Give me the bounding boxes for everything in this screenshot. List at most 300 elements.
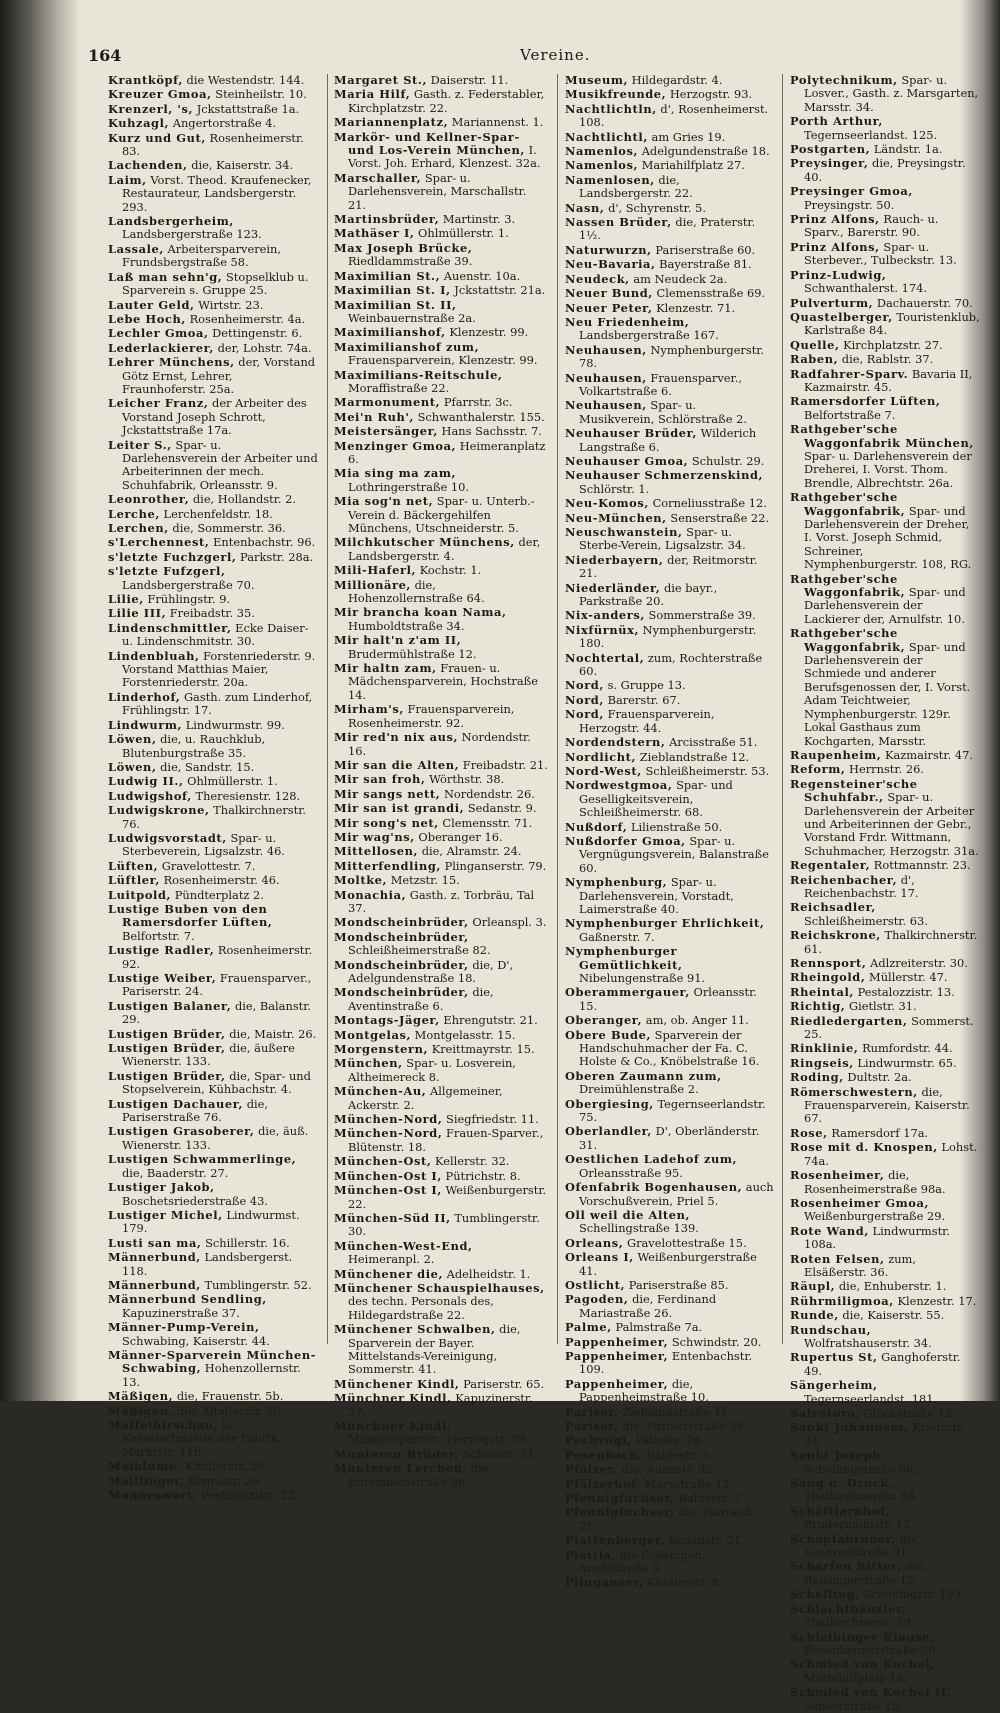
directory-entry bbox=[565, 582, 775, 609]
entry-detail: Lerchenfeldstr. 18. bbox=[159, 506, 273, 521]
entry-detail: Orleansstr. 15. bbox=[579, 985, 757, 1013]
directory-entry bbox=[108, 804, 318, 831]
entry-name: Reichskrone, bbox=[790, 928, 881, 943]
directory-entry bbox=[565, 131, 775, 144]
entry-name: Pappenheimer, bbox=[565, 1348, 669, 1363]
entry-name: Neu-Bavaria, bbox=[565, 257, 656, 272]
entry-name: Nymphenburg, bbox=[565, 875, 668, 890]
directory-entry bbox=[565, 917, 775, 944]
entry-detail: die Westendstr. 144. bbox=[182, 73, 305, 87]
directory-entry bbox=[565, 765, 775, 778]
entry-name: Schapfabrüder, bbox=[790, 1531, 897, 1546]
page-number: 164 bbox=[88, 46, 122, 65]
entry-detail: Spar- u. Darlehensverein, Marschallstr. 21. bbox=[348, 170, 527, 212]
directory-entry bbox=[565, 1576, 775, 1589]
entry-name: Reichenbacher, bbox=[790, 872, 898, 887]
entry-detail: Arcisstraße 51. bbox=[665, 735, 758, 750]
entry-detail: Schellingstr. 103. bbox=[859, 1587, 965, 1602]
entry-name: Ludwigshof, bbox=[108, 788, 192, 803]
directory-entry bbox=[790, 1324, 980, 1351]
directory-entry bbox=[108, 132, 318, 159]
entry-name: Preysinger Gmoa, bbox=[790, 184, 913, 199]
entry-name: Pulverturm, bbox=[790, 295, 874, 310]
directory-entry bbox=[108, 650, 318, 690]
entry-name: München-Nord, bbox=[334, 1112, 443, 1127]
entry-name: Plinganser, bbox=[565, 1575, 644, 1590]
entry-name: Ludwigskrone, bbox=[108, 803, 210, 818]
entry-detail: Spar- und Darlehensverein der Lackierer der, Arnulfstr. 10. bbox=[804, 585, 966, 626]
directory-entry bbox=[334, 959, 548, 986]
directory-entry bbox=[334, 1240, 548, 1267]
entry-detail: Daiserstr. 11. bbox=[427, 73, 509, 87]
directory-entry bbox=[790, 778, 980, 858]
directory-entry bbox=[108, 342, 318, 355]
entry-detail: Barerstr. 67. bbox=[603, 692, 681, 707]
entry-name: Maiblume, bbox=[108, 1459, 182, 1474]
directory-entry bbox=[334, 831, 548, 844]
entry-detail: die, äußere Wienerstr. 133. bbox=[122, 1041, 295, 1069]
entry-detail: Hans Sachsstr. 7. bbox=[437, 424, 542, 439]
entry-name: München-Süd II, bbox=[334, 1210, 451, 1225]
directory-entry bbox=[334, 326, 548, 339]
entry-detail: Frauen-Sparver., Blütenstr. 18. bbox=[348, 1126, 544, 1154]
directory-entry bbox=[108, 1405, 318, 1418]
entry-detail: Schwindstr. 20. bbox=[668, 1334, 762, 1349]
directory-entry bbox=[790, 1280, 980, 1293]
directory-entry bbox=[334, 731, 548, 758]
entry-name: Moltke, bbox=[334, 873, 388, 888]
directory-entry bbox=[565, 145, 775, 158]
entry-name: Mittellosen, bbox=[334, 844, 419, 859]
entry-detail: d', Rosenheimerst. 108. bbox=[579, 101, 769, 130]
entry-detail: der, Vorstand Götz Ernst, Lehrer, Fraunhoferstr. 25a. bbox=[122, 355, 316, 396]
entry-name: Mondscheinbrüder, bbox=[334, 985, 469, 1000]
directory-entry bbox=[108, 174, 318, 214]
directory-entry bbox=[108, 1237, 318, 1250]
entry-name: Neuhauser Gmoa, bbox=[565, 453, 689, 468]
entry-detail: Landsbergerstraße 167. bbox=[579, 328, 719, 343]
directory-entry bbox=[108, 397, 318, 437]
entry-name: München, bbox=[334, 1056, 403, 1071]
directory-entry bbox=[790, 763, 980, 776]
entry-name: Sankt Joseph, bbox=[790, 1448, 886, 1463]
column-rule bbox=[557, 74, 558, 1344]
directory-entry bbox=[108, 536, 318, 549]
entry-name: Neuhauser Brüder, bbox=[565, 426, 697, 441]
entry-detail: Orleanspl. 3. bbox=[468, 915, 547, 930]
entry-detail: Ecke Daiser- u. Lindenschmitstr. 30. bbox=[122, 620, 309, 649]
directory-entry bbox=[790, 269, 980, 296]
entry-detail: Schellingstraße 68. bbox=[804, 1461, 917, 1476]
directory-entry bbox=[108, 522, 318, 535]
entry-detail: Schwanthalerstr. 155. bbox=[414, 409, 545, 424]
entry-detail: Mariannenst. 1. bbox=[448, 115, 544, 130]
directory-column-2 bbox=[334, 73, 548, 1489]
entry-name: Oberanger, bbox=[565, 1013, 643, 1028]
directory-entry bbox=[334, 536, 548, 563]
directory-entry bbox=[334, 1043, 548, 1056]
entry-name: Lilie III, bbox=[108, 606, 167, 621]
entry-name: Rosenheimer Gmoa, bbox=[790, 1195, 930, 1210]
directory-column-1 bbox=[108, 73, 318, 1503]
entry-name: Neuhausen, bbox=[565, 342, 647, 357]
directory-entry bbox=[565, 1181, 775, 1208]
entry-name: Nachtlichtln, bbox=[565, 101, 657, 116]
directory-entry bbox=[334, 606, 548, 633]
entry-name: Rathgeber'sche Waggonfabrik München, bbox=[790, 422, 974, 450]
directory-entry bbox=[334, 634, 548, 661]
entry-detail: Riedldammstraße 39. bbox=[348, 254, 473, 269]
entry-detail: Belfortstr. 7. bbox=[122, 928, 195, 943]
entry-detail: der Arbeiter des Vorstand Joseph Schrott, Jckstattstraße 17a. bbox=[122, 396, 307, 438]
directory-entry bbox=[565, 244, 775, 257]
entry-name: Münchener Kindl, bbox=[334, 1376, 460, 1391]
directory-entry bbox=[108, 74, 318, 87]
entry-detail: Belfortstraße 7. bbox=[804, 407, 896, 422]
directory-entry bbox=[790, 1197, 980, 1224]
directory-entry bbox=[565, 74, 775, 87]
entry-name: Prinz-Ludwig, bbox=[790, 267, 887, 282]
directory-entry bbox=[108, 1209, 318, 1236]
entry-detail: die, Kaiserstr. 34. bbox=[187, 158, 294, 173]
entry-detail: Schlörstr. 1. bbox=[579, 481, 650, 496]
directory-entry bbox=[565, 497, 775, 510]
directory-entry bbox=[565, 1153, 775, 1180]
directory-entry bbox=[334, 1462, 548, 1489]
entry-detail: Nymphenburgerstr. 78. bbox=[579, 342, 765, 371]
directory-entry bbox=[334, 1127, 548, 1154]
directory-entry bbox=[790, 1295, 980, 1308]
directory-entry bbox=[108, 1293, 318, 1320]
directory-entry bbox=[790, 185, 980, 212]
directory-entry bbox=[334, 1282, 548, 1322]
directory-entry bbox=[565, 512, 775, 525]
entry-name: Munteren Brüder, bbox=[334, 1446, 460, 1461]
entry-name: Plattla, bbox=[565, 1547, 617, 1562]
directory-entry bbox=[334, 1392, 548, 1419]
directory-entry bbox=[790, 1309, 980, 1322]
entry-name: Mir wag'ns, bbox=[334, 829, 415, 844]
directory-entry bbox=[790, 1225, 980, 1252]
entry-detail: Spar- u. Darlehensverein der Dreherei, I. Vorst. Thom. Brendle, Albrechtstr. 26a. bbox=[804, 448, 972, 490]
entry-detail: Senserstraße 22. bbox=[666, 510, 770, 525]
entry-detail: die, Pariserstraße 38. bbox=[618, 1419, 747, 1433]
entry-detail: Corneliusstraße 12. bbox=[648, 496, 767, 511]
entry-detail: Jckstattstr. 21a. bbox=[450, 283, 546, 298]
entry-name: Mondscheinbrüder, bbox=[334, 957, 469, 972]
entry-detail: Jckstattstraße 1a. bbox=[193, 101, 300, 116]
entry-detail: Schleißheimerstr. 53. bbox=[641, 763, 770, 778]
directory-entry bbox=[790, 1169, 980, 1196]
entry-name: Millionäre, bbox=[334, 577, 411, 592]
directory-entry bbox=[565, 1336, 775, 1349]
entry-name: Schlachthäusler, bbox=[790, 1601, 907, 1616]
entry-detail: I. Vorst. Joh. Erhard, Klenzest. 32a. bbox=[348, 143, 541, 171]
entry-detail: Spar- u. Sterbeverein, Ligsalzstr. 46. bbox=[122, 830, 285, 859]
entry-name: Pappenheimer, bbox=[565, 1376, 669, 1391]
entry-name: München-Ost I, bbox=[334, 1183, 442, 1198]
directory-entry bbox=[565, 1378, 775, 1405]
directory-entry bbox=[790, 1015, 980, 1042]
entry-detail: Pariserstr. 65. bbox=[459, 1376, 545, 1391]
entry-name: Rupertus St, bbox=[790, 1350, 878, 1365]
entry-detail: die, äuß. Wienerstr. 133. bbox=[122, 1124, 309, 1152]
entry-detail: Landsbergerst. 118. bbox=[122, 1250, 293, 1278]
entry-name: Palme, bbox=[565, 1320, 612, 1335]
entry-detail: Weißenburgerstraße 29. bbox=[804, 1209, 946, 1224]
directory-entry bbox=[334, 759, 548, 772]
entry-detail: Preysingstr. 50. bbox=[804, 197, 895, 212]
entry-name: Neuhausen, bbox=[565, 370, 647, 385]
directory-entry bbox=[565, 1070, 775, 1097]
directory-entry bbox=[334, 931, 548, 958]
entry-detail: die, D', Adelgundenstraße 18. bbox=[348, 957, 514, 985]
directory-entry bbox=[108, 1181, 318, 1208]
entry-name: Oestlichen Ladehof zum, bbox=[565, 1152, 738, 1167]
entry-detail: Schwanthalerst. 174. bbox=[804, 281, 927, 296]
directory-entry bbox=[565, 88, 775, 101]
entry-detail: die Gräabigen, Arndtstraße 9. bbox=[579, 1547, 706, 1576]
entry-detail: am Neudeck 2a. bbox=[629, 271, 728, 286]
directory-entry bbox=[334, 1448, 548, 1461]
entry-detail: Weinbauernstraße 2a. bbox=[348, 310, 476, 325]
entry-detail: Adelheidstr. 1. bbox=[443, 1266, 531, 1281]
entry-name: Pechvögl, bbox=[565, 1433, 632, 1448]
directory-entry bbox=[790, 1000, 980, 1013]
entry-name: Maffeihirschau, bbox=[108, 1418, 219, 1432]
directory-entry bbox=[565, 1534, 775, 1547]
entry-detail: Zieblandstraße 12. bbox=[636, 749, 750, 764]
directory-entry bbox=[790, 1141, 980, 1168]
directory-entry bbox=[790, 1421, 980, 1448]
entry-detail: die, Sparverein der Bayer. Mittelstands-Vereinigung, Sommerstr. 41. bbox=[348, 1322, 521, 1377]
entry-detail: Tegernseerlandst. 125. bbox=[804, 127, 938, 142]
directory-entry bbox=[790, 1057, 980, 1070]
directory-entry bbox=[334, 1085, 548, 1112]
directory-entry bbox=[790, 573, 980, 627]
directory-entry bbox=[565, 835, 775, 875]
directory-entry bbox=[334, 440, 548, 467]
directory-entry bbox=[790, 929, 980, 956]
entry-detail: Rosenheimerstr. 4a. bbox=[185, 311, 306, 326]
entry-name: Mitterfendling, bbox=[334, 858, 441, 873]
directory-entry bbox=[108, 1153, 318, 1180]
directory-entry bbox=[334, 131, 548, 171]
entry-name: Nordwestgmoa, bbox=[565, 778, 673, 793]
entry-detail: Spar- u. Unterb.-Verein d. Bäckergehilfen Münchens, Utschneiderstr. 5. bbox=[348, 494, 535, 535]
entry-detail: Tegernseerlandst. 181. bbox=[804, 1391, 938, 1406]
entry-name: Mondscheinbrüder, bbox=[334, 929, 469, 944]
directory-entry bbox=[108, 159, 318, 172]
entry-detail: Schellingstraße 139. bbox=[579, 1221, 699, 1236]
entry-detail: die, Sandstr. 15. bbox=[156, 759, 255, 774]
entry-detail: Moraffistraße 22. bbox=[348, 380, 450, 395]
entry-detail: Gasth. zum Linderhof, Frühlingstr. 17. bbox=[122, 689, 313, 718]
entry-name: Lustigen Schwammerlinge, bbox=[108, 1152, 297, 1167]
entry-name: Montgelas, bbox=[334, 1027, 412, 1042]
entry-detail: die, Praterstr. 1½. bbox=[579, 215, 756, 243]
directory-entry bbox=[334, 788, 548, 801]
entry-name: Ludwigsvorstadt, bbox=[108, 830, 227, 845]
entry-detail: Spar- u. Losver., Gasth. z. Marsgarten, Marsstr. 34. bbox=[804, 73, 979, 114]
entry-name: Marmonument, bbox=[334, 395, 441, 410]
directory-entry bbox=[790, 749, 980, 762]
entry-name: Nußdorf, bbox=[565, 819, 628, 834]
entry-name: Männer-Pump-Verein, bbox=[108, 1320, 260, 1335]
entry-name: Lustigen Brüder, bbox=[108, 1026, 226, 1041]
directory-entry bbox=[334, 172, 548, 212]
directory-entry bbox=[565, 1506, 775, 1533]
entry-name: Meistersänger, bbox=[334, 424, 438, 439]
directory-entry bbox=[108, 944, 318, 971]
entry-name: Schmied von Kochel II, bbox=[790, 1685, 952, 1700]
directory-entry bbox=[108, 860, 318, 873]
entry-name: Pariser, bbox=[565, 1419, 619, 1433]
directory-entry bbox=[334, 889, 548, 916]
entry-detail: Lindwurmstr. 108a. bbox=[804, 1223, 950, 1252]
entry-name: Mir haltn zam, bbox=[334, 661, 437, 676]
entry-name: Markör- und Kellner-Spar- und Los-Verein München, bbox=[334, 129, 525, 158]
entry-name: Manneswort, bbox=[108, 1488, 198, 1503]
directory-entry bbox=[790, 1042, 980, 1055]
entry-detail: die, Balanstr. 29. bbox=[122, 998, 312, 1027]
entry-detail: Rosenheimerstr. 83. bbox=[122, 130, 304, 159]
entry-name: Scharfen Ritter, bbox=[790, 1559, 902, 1574]
directory-entry bbox=[790, 1351, 980, 1378]
entry-name: Neuhauser Schmerzenskind, bbox=[565, 468, 764, 483]
directory-entry bbox=[790, 971, 980, 984]
directory-entry bbox=[565, 302, 775, 315]
directory-entry bbox=[790, 1127, 980, 1140]
directory-entry bbox=[790, 986, 980, 999]
entry-detail: Rosenheimerstraße 50. bbox=[804, 1642, 939, 1657]
entry-detail: die, Pappenheimstraße 10. bbox=[579, 1376, 709, 1405]
directory-entry bbox=[108, 356, 318, 396]
entry-name: Lerche, bbox=[108, 506, 160, 521]
entry-name: Lehrer Münchens, bbox=[108, 355, 235, 370]
entry-detail: Kreittmayrstr. 15. bbox=[428, 1042, 535, 1057]
entry-name: Obere Bude, bbox=[565, 1027, 652, 1042]
entry-name: Nußdorfer Gmoa, bbox=[565, 833, 686, 848]
directory-entry bbox=[334, 916, 548, 929]
entry-detail: Gasth. z. Torbräu, Tal 37. bbox=[348, 887, 535, 915]
directory-entry bbox=[334, 1113, 548, 1126]
directory-entry bbox=[565, 751, 775, 764]
entry-detail: Spar- und Geselligkeitsverein, Schleißheimerstr. 68. bbox=[579, 778, 733, 820]
entry-name: Luitpold, bbox=[108, 887, 172, 902]
entry-detail: Tumblingerstr. 52. bbox=[200, 1277, 312, 1292]
entry-detail: Hohenzollernstr. 13. bbox=[122, 1361, 301, 1389]
entry-name: Lustigen Grasoberer, bbox=[108, 1124, 255, 1139]
entry-name: Niederländer, bbox=[565, 580, 661, 595]
entry-name: Rührmiligmoa, bbox=[790, 1293, 894, 1308]
entry-name: Lustigen Brüder, bbox=[108, 1068, 226, 1083]
entry-detail: Kreuzstr. 34. bbox=[804, 1420, 965, 1448]
entry-name: Nasn, bbox=[565, 200, 605, 215]
entry-name: München-Nord, bbox=[334, 1126, 443, 1141]
entry-detail: Heimeranplatz 6. bbox=[348, 438, 546, 466]
entry-name: Regensteiner'sche Schuhfabr., bbox=[790, 776, 918, 805]
directory-entry bbox=[108, 493, 318, 506]
entry-name: Mir san die Alten, bbox=[334, 757, 460, 772]
entry-name: s'letzte Fufzgerl, bbox=[108, 564, 226, 579]
entry-name: Neu-Komos, bbox=[565, 496, 649, 511]
entry-detail: Wolfratshauserstr. 34. bbox=[804, 1335, 932, 1350]
directory-entry bbox=[334, 1212, 548, 1239]
entry-detail: Angertorstraße 4. bbox=[169, 116, 277, 131]
entry-name: Pappenheimer, bbox=[565, 1334, 669, 1349]
entry-name: Lachenden, bbox=[108, 158, 188, 173]
directory-entry bbox=[108, 551, 318, 564]
directory-entry bbox=[108, 313, 318, 326]
entry-detail: Sedanstr. 21. bbox=[665, 1533, 745, 1548]
directory-entry bbox=[790, 1071, 980, 1084]
entry-detail: die, Hollandstr. 2. bbox=[189, 492, 297, 507]
entry-detail: die, Rosenheimerstraße 98a. bbox=[804, 1168, 946, 1196]
directory-entry bbox=[108, 215, 318, 242]
entry-name: Männer-Sparverein München-Schwabing, bbox=[108, 1347, 317, 1376]
entry-detail: Forstenriederstr. 9. Vorstand Matthias Maier, Forstenriederstr. 20a. bbox=[122, 648, 316, 690]
directory-entry bbox=[334, 341, 548, 368]
entry-name: Münchner Kindl, bbox=[334, 1391, 452, 1406]
entry-name: Naturwurzn, bbox=[565, 242, 652, 257]
entry-name: Leicher Franz, bbox=[108, 396, 209, 411]
entry-detail: Klenzestr. 99. bbox=[445, 325, 529, 340]
directory-entry bbox=[790, 368, 980, 395]
entry-name: Museum, bbox=[565, 73, 629, 87]
entry-detail: Baldestr. 7. bbox=[674, 1491, 744, 1506]
entry-name: Ramersdorfer Lüften, bbox=[790, 394, 941, 409]
entry-name: Lerchen, bbox=[108, 521, 169, 535]
directory-entry bbox=[565, 1478, 775, 1491]
entry-detail: Nibelungenstraße 91. bbox=[579, 971, 706, 985]
directory-entry bbox=[565, 1406, 775, 1419]
directory-entry bbox=[790, 1379, 980, 1406]
entry-name: Martinsbrüder, bbox=[334, 212, 440, 227]
directory-entry bbox=[108, 1042, 318, 1069]
entry-detail: Brudermühlstraße 12. bbox=[348, 646, 477, 661]
entry-detail: Spar- u. Sterbe-Verein, Ligsalzstr. 34. bbox=[579, 525, 746, 553]
entry-detail: Frauensparverein, Klenzestr. 99. bbox=[348, 353, 538, 368]
entry-detail: Kapuzinerstraße 37. bbox=[122, 1305, 240, 1320]
entry-name: Rathgeber'sche Waggonfabrik, bbox=[790, 626, 906, 654]
entry-detail: Frauensparverein, Herzogstr. 44. bbox=[579, 707, 715, 735]
entry-detail: Mariahilfplatz 1a. bbox=[804, 1670, 907, 1685]
directory-entry bbox=[565, 344, 775, 371]
entry-detail: Kochstr. 1. bbox=[416, 563, 482, 578]
directory-entry bbox=[565, 399, 775, 426]
directory-entry bbox=[790, 423, 980, 490]
entry-detail: Allgemeiner, Ackerstr. 2. bbox=[348, 1084, 503, 1112]
directory-entry bbox=[334, 817, 548, 830]
directory-entry bbox=[790, 901, 980, 928]
entry-name: Kreuzer Gmoa, bbox=[108, 87, 212, 102]
entry-name: Namenlosen, bbox=[565, 172, 655, 187]
entry-name: Maximilian St. II, bbox=[334, 297, 457, 312]
entry-name: Nord, bbox=[565, 692, 604, 707]
entry-detail: Dettingenstr. 6. bbox=[208, 326, 303, 341]
entry-name: Marschaller, bbox=[334, 170, 422, 185]
directory-entry bbox=[565, 945, 775, 985]
entry-name: Lustigen Balaner, bbox=[108, 998, 232, 1013]
directory-entry bbox=[790, 1658, 980, 1685]
entry-name: Menzinger Gmoa, bbox=[334, 438, 457, 453]
entry-detail: die, u. Rauchklub, Blutenburgstraße 35. bbox=[122, 732, 266, 760]
entry-detail: Siegfriedstr. 11. bbox=[442, 1112, 539, 1127]
directory-entry bbox=[565, 1209, 775, 1236]
directory-entry bbox=[565, 216, 775, 243]
entry-detail: die, Ferdinand Mariastraße 26. bbox=[579, 1292, 717, 1320]
